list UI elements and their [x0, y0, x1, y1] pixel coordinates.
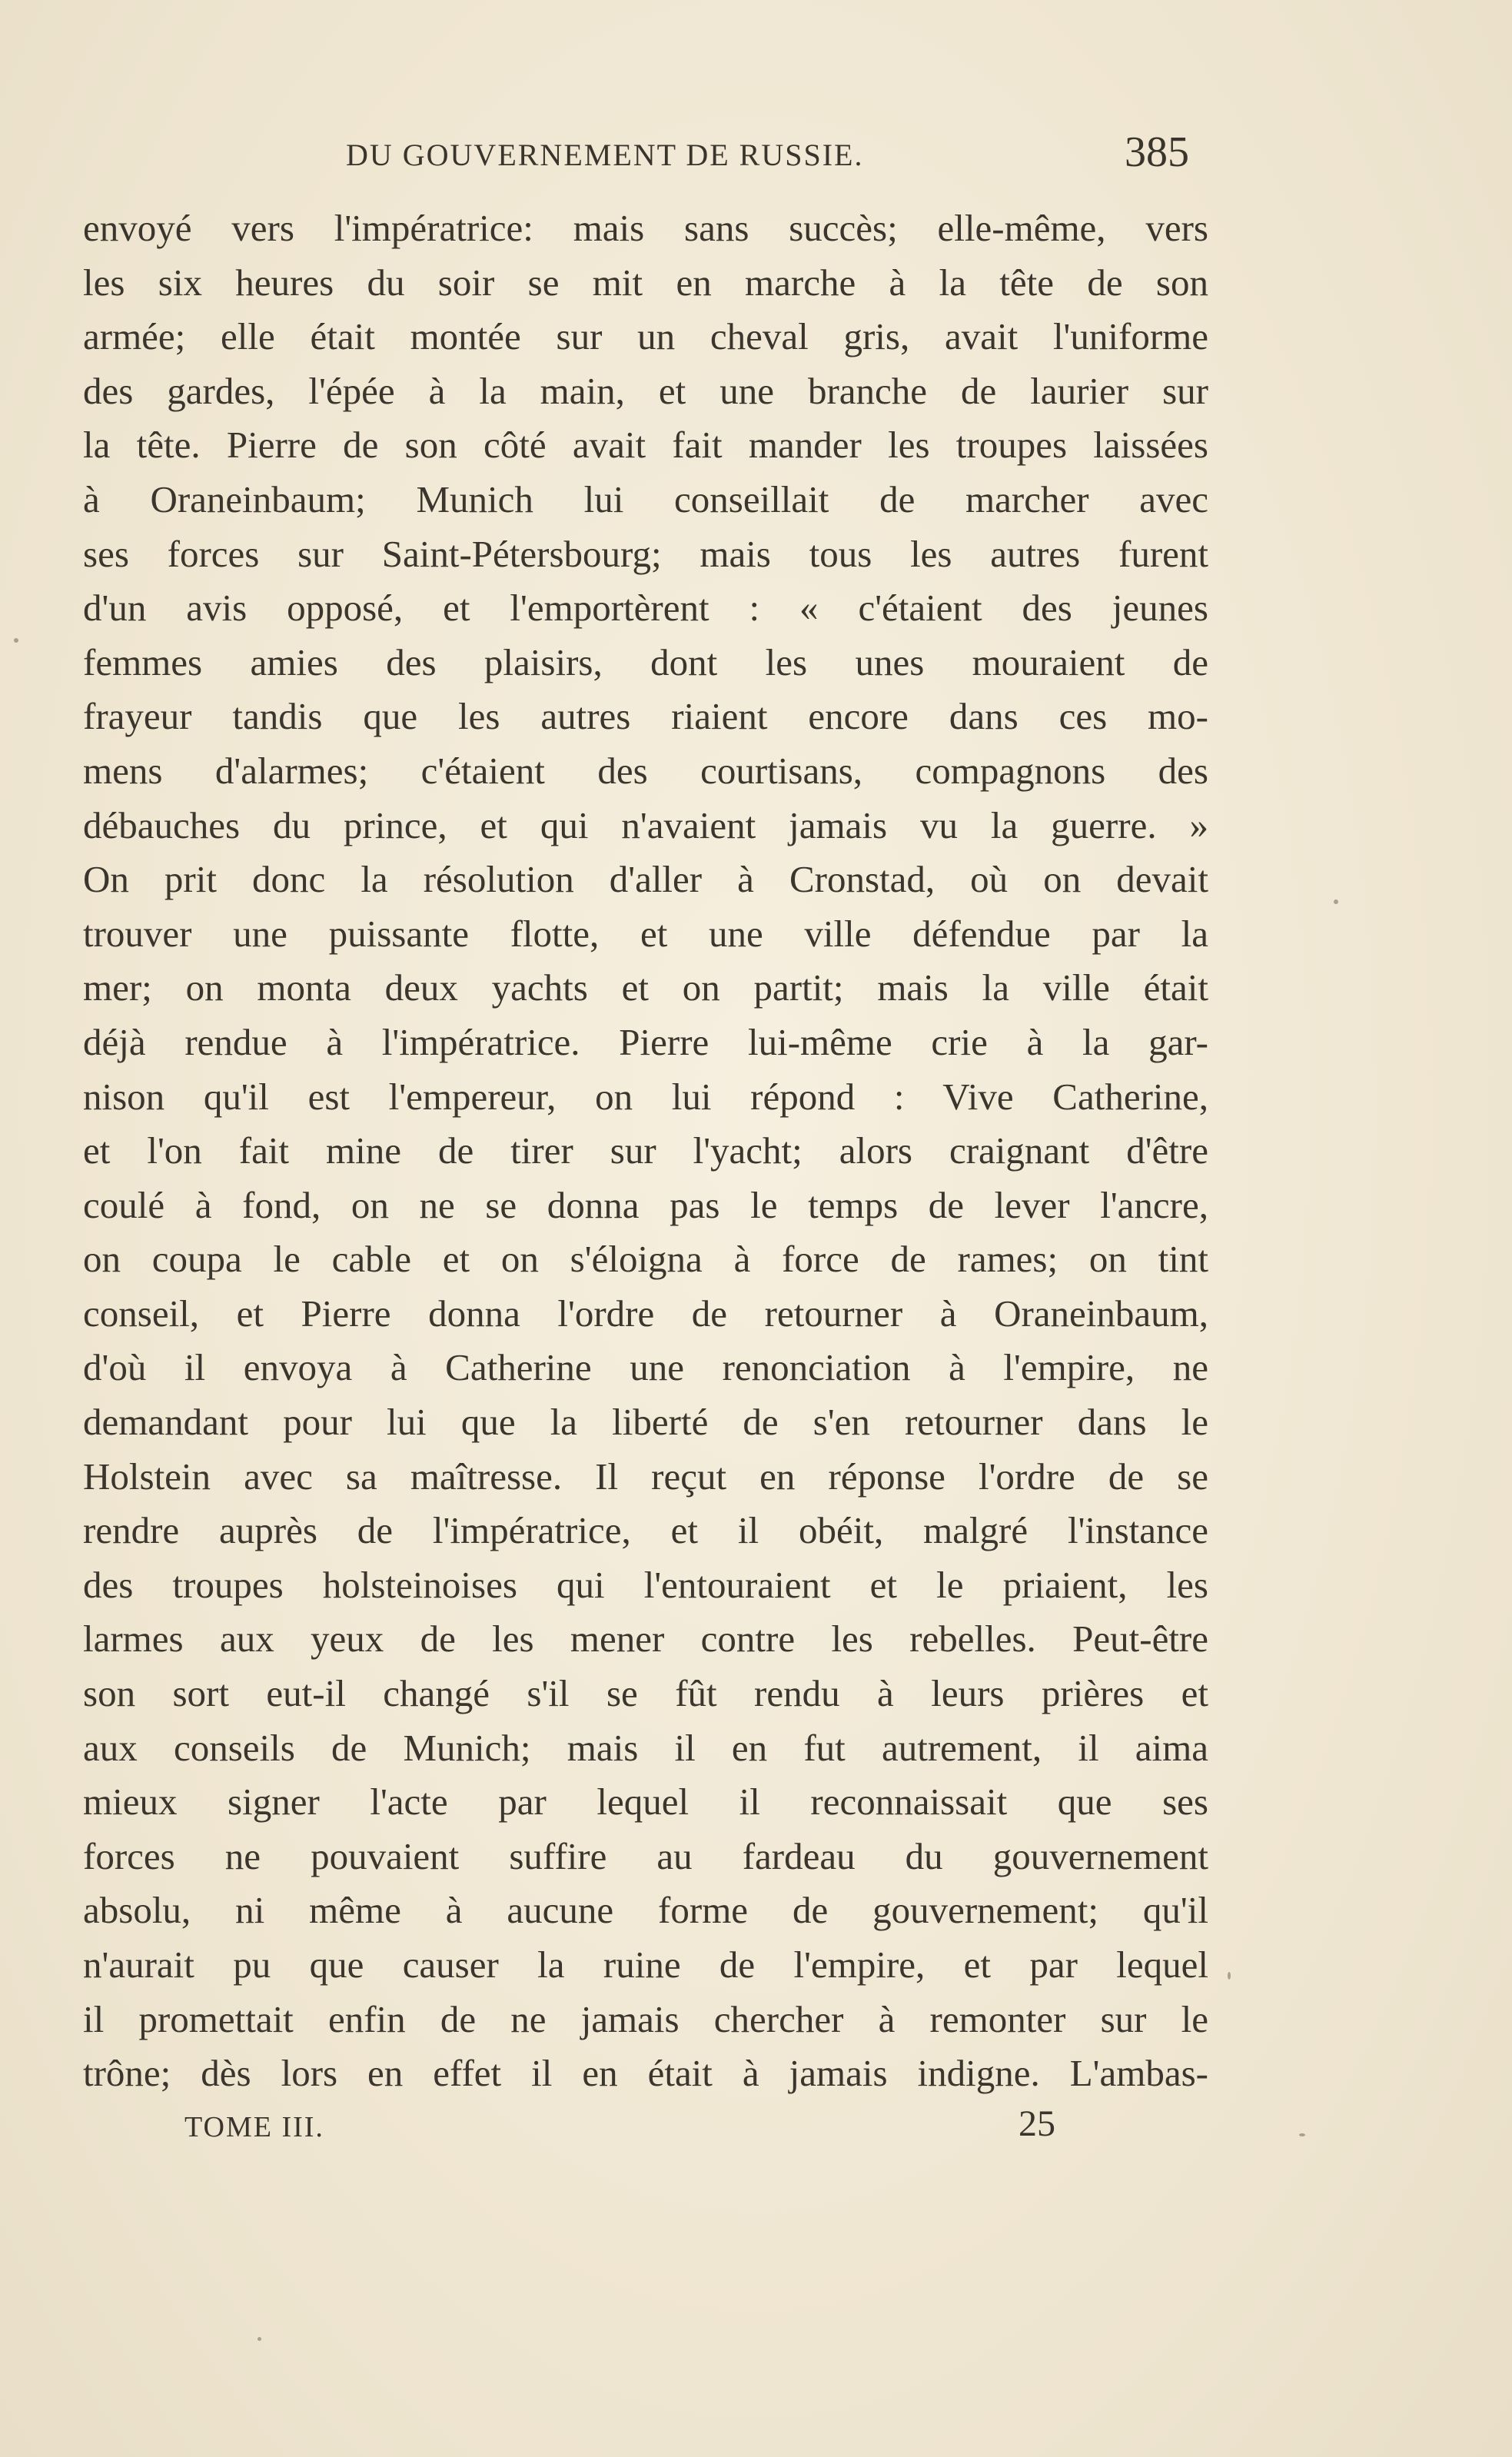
- page-number: 385: [1125, 128, 1189, 176]
- text-line: aux conseils de Munich; mais il en fut autrement, il aima: [83, 1726, 1208, 1769]
- text-line: Holstein avec sa maîtresse. Il reçut en réponse l'ordre de se: [83, 1455, 1208, 1498]
- paper-speck: [258, 2337, 261, 2341]
- text-line: On prit donc la résolution d'aller à Cronstad, où on devait: [83, 858, 1208, 901]
- text-line: d'où il envoya à Catherine une renonciation à l'empire, ne: [83, 1346, 1208, 1389]
- text-line: on coupa le cable et on s'éloigna à force de rames; on tint: [83, 1238, 1208, 1281]
- text-line: mens d'alarmes; c'étaient des courtisans, compagnons des: [83, 749, 1208, 792]
- paper-speck: [1334, 899, 1338, 904]
- text-line: envoyé vers l'impératrice: mais sans succès; elle-même, vers: [83, 207, 1208, 249]
- text-line: rendre auprès de l'impératrice, et il obéit, malgré l'instance: [83, 1509, 1208, 1552]
- text-line: ses forces sur Saint-Pétersbourg; mais tous les autres furent: [83, 532, 1208, 575]
- text-line: n'aurait pu que causer la ruine de l'empire, et par lequel: [83, 1943, 1208, 1986]
- text-line: absolu, ni même à aucune forme de gouvernement; qu'il: [83, 1889, 1208, 1932]
- paper-speck: [1299, 2133, 1305, 2136]
- text-line: les six heures du soir se mit en marche à la tête de son: [83, 261, 1208, 304]
- text-line: conseil, et Pierre donna l'ordre de retourner à Oraneinbaum,: [83, 1292, 1208, 1335]
- text-line: la tête. Pierre de son côté avait fait mander les troupes laissées: [83, 424, 1208, 467]
- text-line: trouver une puissante flotte, et une ville défendue par la: [83, 912, 1208, 955]
- text-line: des troupes holsteinoises qui l'entouraient et le priaient, les: [83, 1563, 1208, 1606]
- text-line: d'un avis opposé, et l'emportèrent : « c'étaient des jeunes: [83, 587, 1208, 630]
- text-line: débauches du prince, et qui n'avaient jamais vu la guerre. »: [83, 803, 1208, 846]
- running-head: DU GOUVERNEMENT DE RUSSIE.: [346, 138, 864, 172]
- signature-number: 25: [1019, 2103, 1055, 2144]
- text-line: nison qu'il est l'empereur, on lui répond : Vive Catherine,: [83, 1075, 1208, 1118]
- paper-speck: [1228, 1972, 1231, 1980]
- text-line: femmes amies des plaisirs, dont les unes mouraient de: [83, 640, 1208, 683]
- text-line: forces ne pouvaient suffire au fardeau du gouvernement: [83, 1834, 1208, 1877]
- text-line: à Oraneinbaum; Munich lui conseillait de marcher avec: [83, 477, 1208, 520]
- text-line: demandant pour lui que la liberté de s'en retourner dans le: [83, 1401, 1208, 1444]
- text-line: il promettait enfin de ne jamais chercher à remonter sur le: [83, 1997, 1208, 2040]
- text-line: larmes aux yeux de les mener contre les rebelles. Peut-être: [83, 1617, 1208, 1661]
- text-line: frayeur tandis que les autres riaient encore dans ces mo-: [83, 695, 1208, 738]
- text-line: mer; on monta deux yachts et on partit; mais la ville était: [83, 966, 1208, 1009]
- volume-signature: TOME III.: [184, 2111, 324, 2143]
- body-text: [83, 201, 1208, 2101]
- text-line: et l'on fait mine de tirer sur l'yacht; alors craignant d'être: [83, 1129, 1208, 1172]
- paper-speck: [14, 638, 18, 643]
- text-line: des gardes, l'épée à la main, et une branche de laurier sur: [83, 369, 1208, 412]
- text-line: coulé à fond, on ne se donna pas le temps de lever l'ancre,: [83, 1183, 1208, 1226]
- text-line: déjà rendue à l'impératrice. Pierre lui-même crie à la gar-: [83, 1020, 1208, 1063]
- text-line: armée; elle était montée sur un cheval gris, avait l'uniforme: [83, 315, 1208, 358]
- text-line: son sort eut-il changé s'il se fût rendu à leurs prières et: [83, 1672, 1208, 1715]
- text-line: mieux signer l'acte par lequel il reconnaissait que ses: [83, 1780, 1208, 1824]
- text-line: trône; dès lors en effet il en était à jamais indigne. L'ambas-: [83, 2052, 1208, 2095]
